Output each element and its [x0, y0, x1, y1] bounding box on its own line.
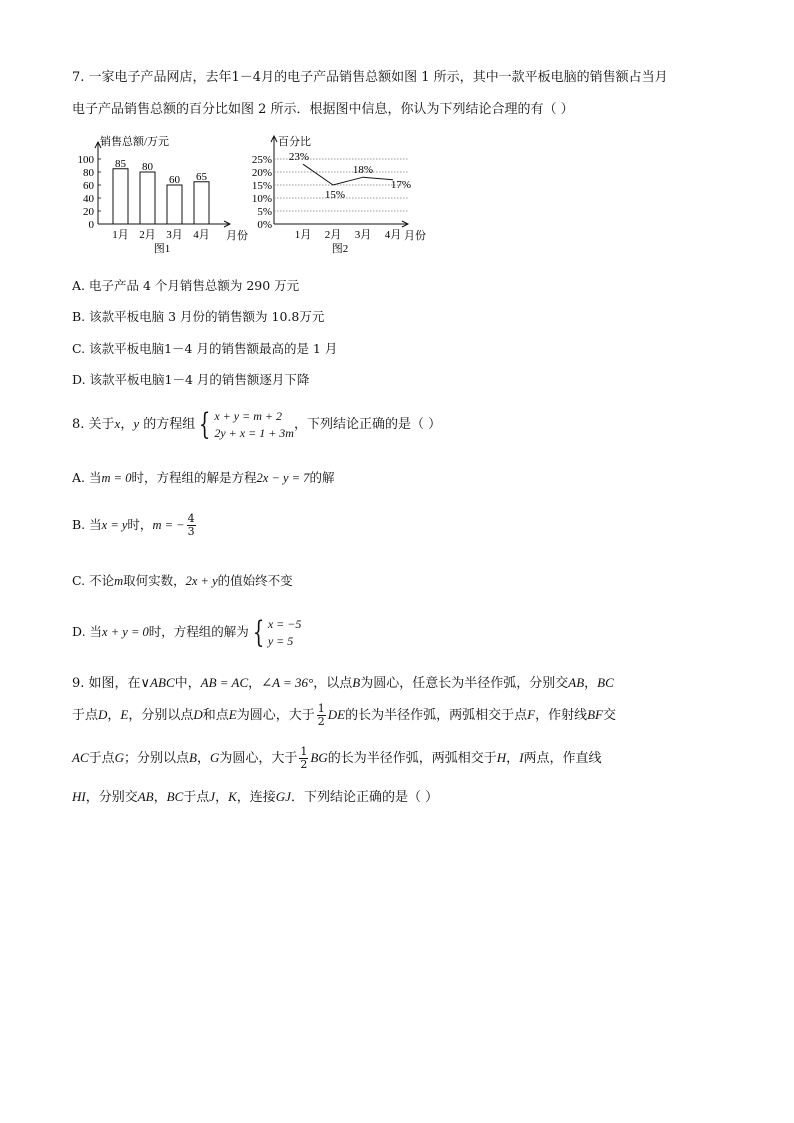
- bar-value-label: 60: [169, 174, 180, 186]
- y-tick-label: 40: [83, 193, 94, 205]
- bar-value-label: 65: [196, 170, 207, 183]
- fraction: $\frac{1}{2}$: [317, 702, 325, 728]
- equation-system: x = −5 y = 5: [267, 616, 302, 648]
- bar-value-label: 85: [115, 157, 126, 170]
- q9-line4: HI，分别交AB，BC于点J，K，连接GJ．下列结论正确的是（ ）: [72, 789, 439, 805]
- data-label: 15%: [324, 189, 346, 201]
- bar: [194, 182, 209, 224]
- q8-option-a: A. 当m = 0时，方程组的解是方程2x − y = 7的解: [72, 470, 335, 485]
- x-tick-label: 1月: [294, 229, 312, 241]
- q9-line1: 9. 如图，在∨ABC中，AB = AC，∠A = 36°，以点B为圆心，任意长为半径作弧，分别交AB，BC: [72, 675, 614, 691]
- y-tick-label: 20: [83, 206, 94, 218]
- q7-charts: [68, 128, 448, 258]
- q7-stem-line2: 电子产品销售总额的百分比如图 2 所示．根据图中信息，你认为下列结论合理的有（ ）: [72, 102, 574, 117]
- q9-line2: 于点D，E，分别以点D和点E为圆心，大于 $\frac{1}{2}$ DE的长为半径作弧，两弧相交于点F，作射线BF交: [72, 702, 616, 728]
- x-tick-label: 2月: [139, 229, 156, 241]
- equation-system: x + y = m + 2 2y + x = 1 + 3m: [214, 408, 294, 440]
- x-axis-label: 月份: [226, 230, 248, 242]
- y-tick-label: 60: [83, 180, 94, 192]
- y-tick-label: 20%: [251, 167, 272, 179]
- q7-option-b: B. 该款平板电脑 3 月份的销售额为 10.8万元: [72, 309, 325, 324]
- bar: [167, 185, 182, 224]
- q7-option-a: A. 电子产品 4 个月销售总额为 290 万元: [72, 278, 300, 293]
- q9-line3: AC于点G；分别以点B，G为圆心，大于 $\frac{1}{2}$ BG的长为半径作弧，两弧相交于H，I两点，作直线: [72, 745, 602, 771]
- x-tick-label: 2月: [324, 229, 342, 241]
- x-tick-label: 3月: [166, 229, 183, 241]
- left-brace-icon: {: [199, 406, 211, 442]
- fraction: $\frac{4}{3}$: [187, 512, 195, 538]
- y-axis-label: 百分比: [278, 136, 311, 148]
- q8-stem: 8. 关于x，y 的方程组 { x + y = m + 2 2y + x = 1 + 3m ，下列结论正确的是（ ）: [72, 406, 442, 442]
- data-label: 17%: [390, 178, 412, 191]
- q7-option-c: C. 该款平板电脑1－4 月的销售额最高的是 1 月: [72, 341, 338, 356]
- y-tick-label: 100: [77, 154, 94, 166]
- q8-option-b: B. 当x = y时，m = − $\frac{4}{3}$: [72, 512, 195, 538]
- series-line: [303, 164, 393, 185]
- chart-title: 图2: [331, 243, 349, 255]
- data-label: 18%: [352, 164, 374, 177]
- y-tick-label: 0: [88, 219, 94, 231]
- left-brace-icon: {: [252, 614, 265, 650]
- chart-title: 图1: [153, 243, 171, 255]
- bar: [140, 172, 155, 224]
- fraction: $\frac{1}{2}$: [300, 745, 308, 771]
- x-tick-label: 4月: [193, 229, 210, 241]
- y-tick-label: 10%: [251, 193, 272, 205]
- bar-value-label: 80: [142, 161, 153, 173]
- x-axis-label: 月份: [404, 230, 426, 242]
- y-tick-label: 0%: [257, 219, 272, 231]
- y-tick-label: 80: [83, 167, 94, 179]
- q7-stem-line1: 7. 一家电子产品网店，去年1－4月的电子产品销售总额如图 1 所示，其中一款平板电脑的销售额占当月: [72, 70, 668, 85]
- data-label: 23%: [288, 151, 310, 164]
- x-tick-label: 3月: [354, 229, 372, 241]
- y-tick-label: 5%: [257, 206, 272, 218]
- x-tick-label: 1月: [112, 229, 129, 241]
- bar: [113, 169, 128, 224]
- x-tick-label: 4月: [384, 229, 402, 241]
- y-tick-label: 25%: [251, 154, 272, 166]
- q8-option-d: D. 当x + y = 0时，方程组的解为 { x = −5 y = 5: [72, 614, 302, 650]
- y-axis-label: 销售总额/万元: [100, 136, 170, 148]
- q7-option-d: D. 该款平板电脑1－4 月的销售额逐月下降: [72, 372, 310, 387]
- y-tick-label: 15%: [251, 180, 272, 192]
- q8-option-c: C. 不论m取何实数，2x + y的值始终不变: [72, 573, 293, 588]
